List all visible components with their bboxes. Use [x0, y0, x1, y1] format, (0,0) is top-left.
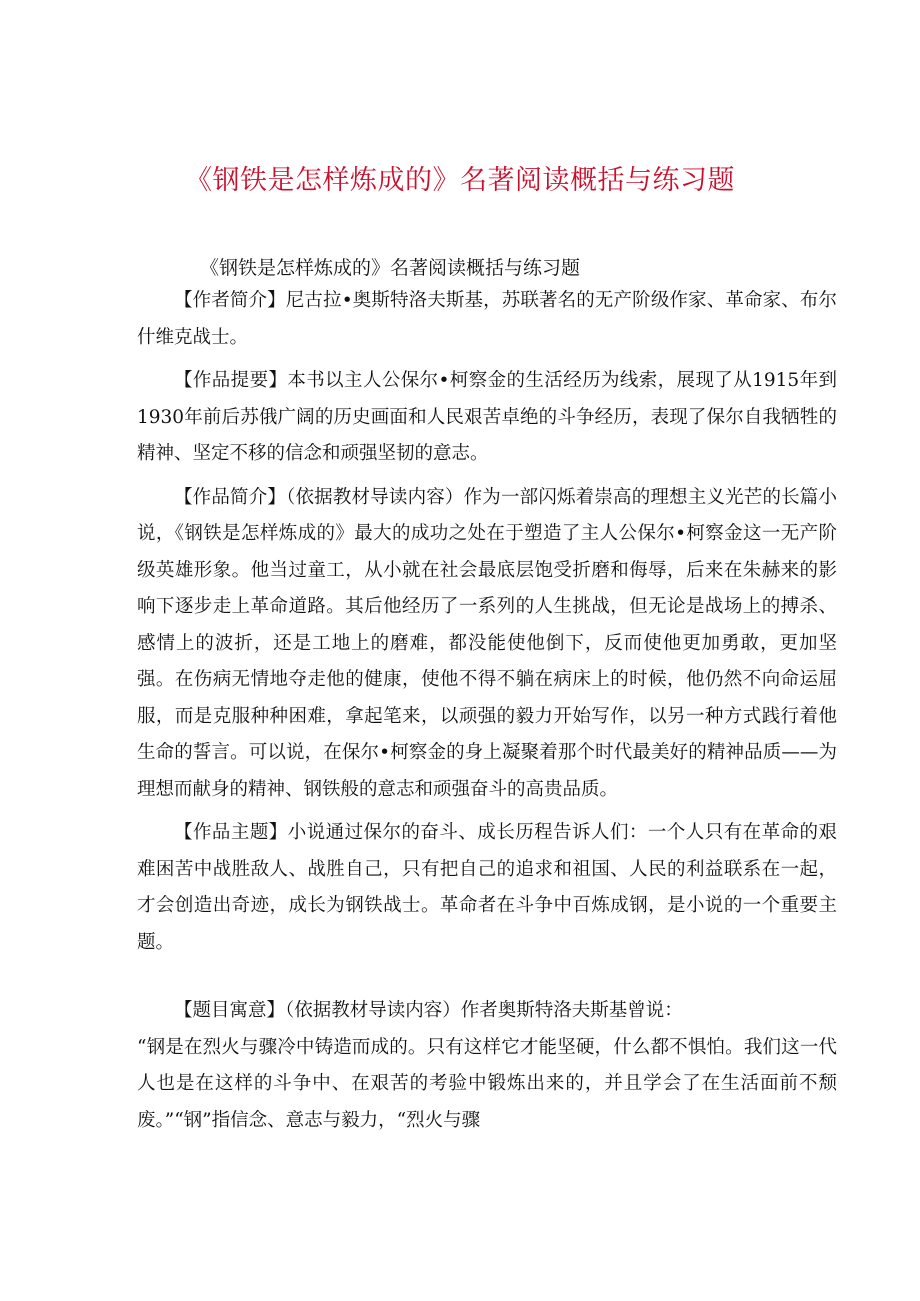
- introduction-paragraph: [137, 480, 837, 809]
- summary-paragraph: [137, 363, 837, 473]
- paragraph-text: （依据教材导读内容）作者奥斯特洛夫斯基曾说：: [285, 1000, 683, 1021]
- section-tag: 【作品主题】: [174, 822, 288, 843]
- paragraph-text: 本书以主人公保尔•柯察金的生活经历为线索，展现了从1915年到1930年前后苏俄广阔的历史画面和人民艰苦卓绝的斗争经历，表现了保尔自我牺牲的精神、坚定不移的信念和顽强坚韧的意志。: [137, 370, 837, 464]
- quote-paragraph: [137, 1030, 837, 1140]
- article-body: [137, 283, 837, 1139]
- author-intro-paragraph: [137, 283, 837, 356]
- theme-paragraph: [137, 815, 837, 961]
- paragraph-text: 小说通过保尔的奋斗、成长历程告诉人们：一个人只有在革命的艰难困苦中战胜敌人、战胜自己，只有把自己的追求和祖国、人民的利益联系在一起，才会创造出奇迹，成长为钢铁战士。革命者在斗争中百炼成钢，是小说的一个重要主题。: [137, 822, 837, 953]
- section-tag: 【作者简介】: [174, 290, 286, 311]
- paragraph-text: （依据教材导读内容）作为一部闪烁着崇高的理想主义光芒的长篇小说，《钢铁是怎样炼成的》最大的成功之处在于塑造了主人公保尔•柯察金这一无产阶级英雄形象。他当过童工，从小就在社会最底层饱受折磨和侮辱，后来在朱赫来的影响下逐步走上革命道路。其后他经历了一系列的人生挑战，但无论是战场上的搏杀、感情上的波折，还是工地上的磨难，都没能使他倒下，反而使他更加勇敢，更加坚强。在伤病无情地夺走他的健康，使他不得不躺在病床上的时候，他仍然不向命运屈服，而是克服种种困难，拿起笔来，以顽强的毅力开始写作，以另一种方式践行着他生命的誓言。可以说，在保尔•柯察金的身上凝聚着那个时代最美好的精神品质——为理想而献身的精神、钢铁般的意志和顽强奋斗的高贵品质。: [137, 486, 837, 800]
- section-tag: 【作品提要】: [174, 370, 288, 391]
- paragraph-text: “钢是在烈火与骤冷中铸造而成的。只有这样它才能坚硬，什么都不惧怕。我们这一代人也是在这样的斗争中、在艰苦的考验中锻炼出来的，并且学会了在生活面前不颓废。”“钢”指信念、意志与毅力，“烈火与骤: [137, 1036, 837, 1131]
- paragraph-text: 尼古拉•奥斯特洛夫斯基，苏联著名的无产阶级作家、革命家、布尔什维克战士。: [137, 290, 837, 348]
- document-title: 《钢铁是怎样炼成的》名著阅读概括与练习题: [185, 165, 735, 196]
- section-tag: 【作品简介】: [174, 486, 287, 508]
- article-subtitle: 《钢铁是怎样炼成的》名著阅读概括与练习题: [200, 257, 581, 279]
- title-meaning-paragraph: [137, 993, 837, 1030]
- section-tag: 【题目寓意】: [174, 1000, 286, 1021]
